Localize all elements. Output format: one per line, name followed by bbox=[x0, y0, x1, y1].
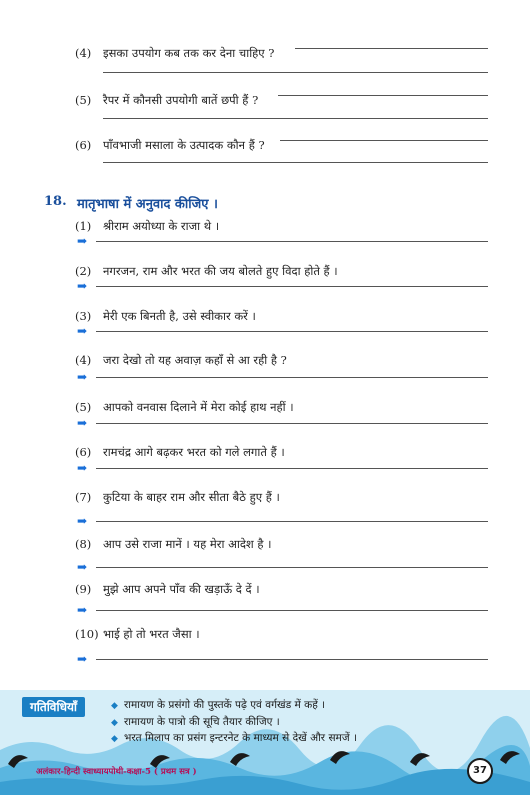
item-text: आप उसे राजा मानें । यह मेरा आदेश है । bbox=[103, 537, 272, 551]
item-text: आपको वनवास दिलाने में मेरा कोई हाथ नहीं । bbox=[103, 400, 294, 414]
item-number: (4) bbox=[75, 353, 92, 367]
question-number: (4) bbox=[75, 46, 92, 60]
arrow-icon: ➡ bbox=[77, 370, 88, 384]
answer-line[interactable] bbox=[96, 286, 488, 287]
answer-line[interactable] bbox=[96, 468, 488, 469]
answer-line[interactable] bbox=[96, 331, 488, 332]
question-number: (5) bbox=[75, 93, 92, 107]
answer-line[interactable] bbox=[295, 48, 488, 49]
answer-line[interactable] bbox=[96, 567, 488, 568]
arrow-icon: ➡ bbox=[77, 560, 88, 574]
book-credit: अलंकार-हिन्दी स्वाध्यायपोथी-कक्षा-5 ( प्रथम सत्र ) bbox=[36, 767, 197, 777]
answer-line[interactable] bbox=[96, 241, 488, 242]
arrow-icon: ➡ bbox=[77, 603, 88, 617]
item-text: भाई हो तो भरत जैसा । bbox=[103, 627, 200, 641]
item-text: कुटिया के बाहर राम और सीता बैठे हुए हैं । bbox=[103, 490, 280, 504]
answer-line[interactable] bbox=[103, 162, 488, 163]
question-text: इसका उपयोग कब तक कर देना चाहिए ? bbox=[103, 46, 275, 60]
item-number: (3) bbox=[75, 309, 92, 323]
item-text: श्रीराम अयोध्या के राजा थे । bbox=[103, 219, 220, 233]
activity-item: रामायण के प्रसंगो की पुस्तकें पढ़े एवं वर्गखंड में कहें । bbox=[124, 699, 326, 711]
arrow-icon: ➡ bbox=[77, 514, 88, 528]
bullet-icon: ◆ bbox=[111, 718, 118, 728]
arrow-icon: ➡ bbox=[77, 279, 88, 293]
arrow-icon: ➡ bbox=[77, 234, 88, 248]
section-number: 18. bbox=[44, 194, 67, 209]
item-number: (9) bbox=[75, 582, 92, 596]
item-number: (10) bbox=[75, 627, 99, 641]
item-text: मेरी एक बिनती है, उसे स्वीकार करें । bbox=[103, 309, 256, 323]
section-title: मातृभाषा में अनुवाद कीजिए । bbox=[77, 197, 218, 212]
answer-line[interactable] bbox=[103, 72, 488, 73]
answer-line[interactable] bbox=[96, 659, 488, 660]
item-number: (6) bbox=[75, 445, 92, 459]
item-number: (1) bbox=[75, 219, 92, 233]
answer-line[interactable] bbox=[96, 610, 488, 611]
bullet-icon: ◆ bbox=[111, 701, 118, 711]
arrow-icon: ➡ bbox=[77, 416, 88, 430]
item-number: (5) bbox=[75, 400, 92, 414]
bullet-icon: ◆ bbox=[111, 734, 118, 744]
activities-badge: गतिविधियाँ bbox=[22, 697, 85, 717]
activity-item: भरत मिलाप का प्रसंग इन्टरनेट के माध्यम से देखें और समजें । bbox=[124, 732, 357, 744]
activity-item: रामायण के पात्रो की सूचि तैयार कीजिए । bbox=[124, 716, 280, 728]
answer-line[interactable] bbox=[96, 521, 488, 522]
arrow-icon: ➡ bbox=[77, 324, 88, 338]
page-number: 37 bbox=[467, 758, 493, 784]
answer-line[interactable] bbox=[96, 423, 488, 424]
answer-line[interactable] bbox=[280, 140, 488, 141]
answer-line[interactable] bbox=[278, 95, 488, 96]
question-number: (6) bbox=[75, 138, 92, 152]
item-text: नगरजन, राम और भरत की जय बोलते हुए विदा होते हैं । bbox=[103, 264, 338, 278]
question-text: पाँवभाजी मसाला के उत्पादक कौन हैं ? bbox=[103, 138, 265, 152]
item-text: जरा देखो तो यह अवाज़ कहाँ से आ रही है ? bbox=[103, 353, 287, 367]
question-text: रैपर में कौनसी उपयोगी बातें छपी हैं ? bbox=[103, 93, 259, 107]
arrow-icon: ➡ bbox=[77, 652, 88, 666]
arrow-icon: ➡ bbox=[77, 461, 88, 475]
item-number: (2) bbox=[75, 264, 92, 278]
answer-line[interactable] bbox=[96, 377, 488, 378]
item-number: (7) bbox=[75, 490, 92, 504]
item-number: (8) bbox=[75, 537, 92, 551]
item-text: मुझे आप अपने पाँव की खड़ाऊँ दे दें । bbox=[103, 582, 260, 596]
answer-line[interactable] bbox=[103, 118, 488, 119]
item-text: रामचंद्र आगे बढ़कर भरत को गले लगाते हैं । bbox=[103, 445, 285, 459]
